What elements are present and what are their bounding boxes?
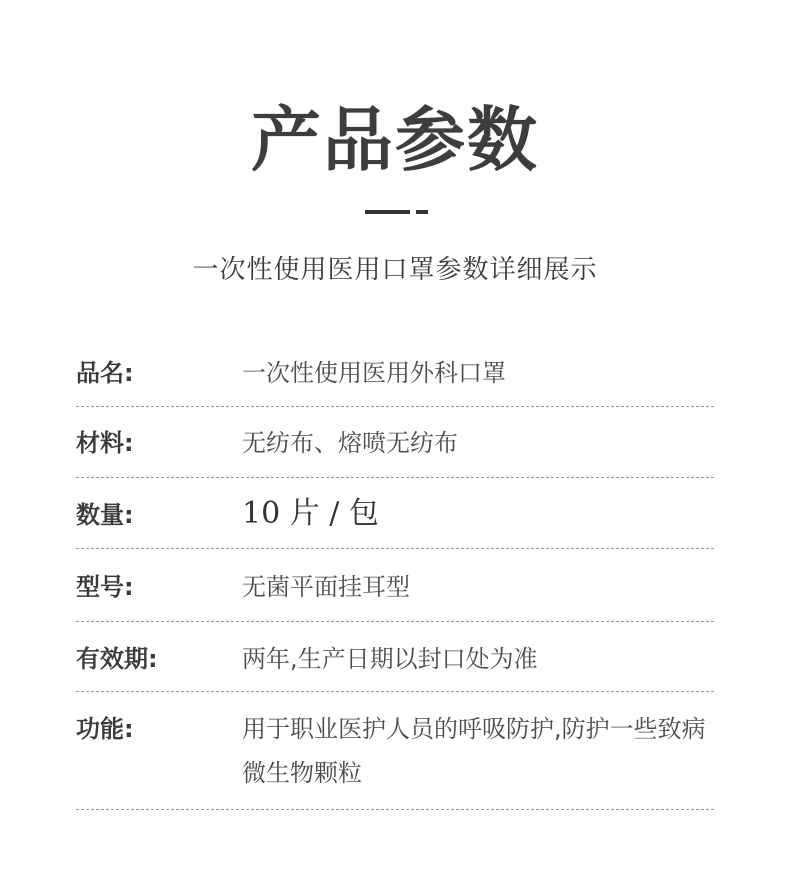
spec-row-shelf-life	[76, 622, 714, 692]
spec-row-function	[76, 692, 714, 810]
spec-table	[76, 336, 714, 810]
spec-value: 无菌平面挂耳型	[242, 573, 410, 601]
spec-row-model	[76, 549, 714, 622]
page-title: 产品参数	[251, 99, 539, 181]
spec-label: 数量:	[76, 501, 134, 529]
spec-label: 材料:	[76, 429, 134, 457]
divider-short-bar	[416, 210, 428, 214]
spec-row-product-name	[76, 336, 714, 407]
spec-label: 品名:	[76, 359, 134, 387]
spec-label: 功能:	[76, 715, 134, 743]
spec-value: 两年,生产日期以封口处为准	[242, 645, 538, 673]
spec-value: 用于职业医护人员的呼吸防护,防护一些致病微生物颗粒	[242, 715, 706, 787]
page-subtitle: 一次性使用医用口罩参数详细展示	[192, 255, 598, 285]
spec-value: 无纺布、熔喷无纺布	[242, 429, 458, 457]
spec-label: 有效期:	[76, 645, 158, 673]
spec-value: 一次性使用医用外科口罩	[242, 359, 506, 387]
spec-label: 型号:	[76, 573, 134, 601]
divider-long-bar	[365, 210, 410, 214]
spec-row-quantity	[76, 478, 714, 549]
spec-value: 10 片 / 包	[242, 496, 379, 531]
spec-row-material	[76, 407, 714, 478]
